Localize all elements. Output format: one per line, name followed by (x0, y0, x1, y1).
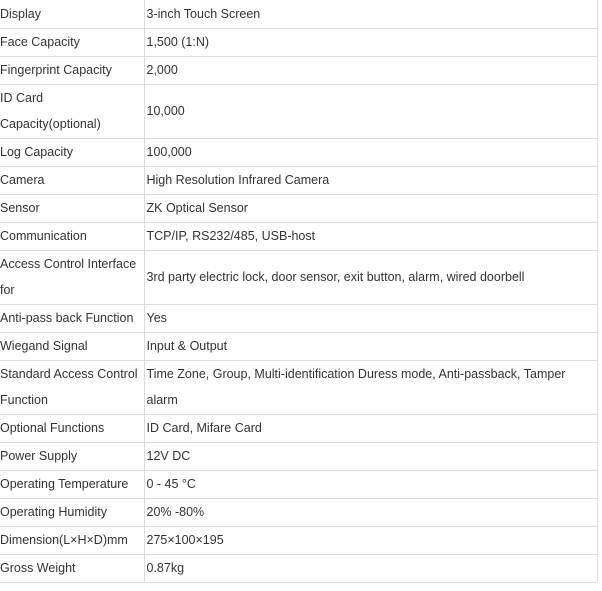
table-row (0, 498, 597, 526)
spec-value: 12V DC (144, 442, 597, 470)
spec-label: Access Control Interface for (0, 250, 144, 304)
table-row (0, 250, 597, 304)
spec-label: ID Card Capacity(optional) (0, 84, 144, 138)
table-row (0, 360, 597, 414)
spec-label: Standard Access Control Function (0, 360, 144, 414)
table-row (0, 526, 597, 554)
table-row (0, 28, 597, 56)
table-row (0, 84, 597, 138)
spec-label: Dimension(L×H×D)mm (0, 526, 144, 554)
spec-value: 10,000 (144, 84, 597, 138)
spec-value: 20% -80% (144, 498, 597, 526)
spec-value: Time Zone, Group, Multi-identification Duress mode, Anti-passback, Tamper alarm (144, 360, 597, 414)
table-row (0, 222, 597, 250)
spec-value: 100,000 (144, 138, 597, 166)
spec-label: Gross Weight (0, 554, 144, 582)
table-row (0, 442, 597, 470)
spec-value: Yes (144, 304, 597, 332)
spec-label: Log Capacity (0, 138, 144, 166)
table-row (0, 56, 597, 84)
spec-value: TCP/IP, RS232/485, USB-host (144, 222, 597, 250)
table-row (0, 554, 597, 582)
spec-value: 0.87kg (144, 554, 597, 582)
spec-value: Input & Output (144, 332, 597, 360)
spec-label: Camera (0, 166, 144, 194)
spec-value: ZK Optical Sensor (144, 194, 597, 222)
spec-label: Operating Humidity (0, 498, 144, 526)
spec-value: 1,500 (1:N) (144, 28, 597, 56)
spec-value: ID Card, Mifare Card (144, 414, 597, 442)
spec-label: Anti-pass back Function (0, 304, 144, 332)
spec-value: 3-inch Touch Screen (144, 0, 597, 28)
spec-value: High Resolution Infrared Camera (144, 166, 597, 194)
table-row (0, 138, 597, 166)
spec-value: 3rd party electric lock, door sensor, exit button, alarm, wired doorbell (144, 250, 597, 304)
spec-label: Operating Temperature (0, 470, 144, 498)
spec-value: 0 - 45 °C (144, 470, 597, 498)
spec-label: Optional Functions (0, 414, 144, 442)
table-row (0, 470, 597, 498)
table-row (0, 0, 597, 28)
spec-value: 2,000 (144, 56, 597, 84)
table-row (0, 194, 597, 222)
spec-label: Communication (0, 222, 144, 250)
table-row (0, 332, 597, 360)
spec-label: Sensor (0, 194, 144, 222)
table-row (0, 414, 597, 442)
spec-value: 275×100×195 (144, 526, 597, 554)
spec-label: Display (0, 0, 144, 28)
spec-label: Face Capacity (0, 28, 144, 56)
spec-label: Power Supply (0, 442, 144, 470)
table-row (0, 166, 597, 194)
table-row (0, 304, 597, 332)
spec-label: Fingerprint Capacity (0, 56, 144, 84)
spec-label: Wiegand Signal (0, 332, 144, 360)
